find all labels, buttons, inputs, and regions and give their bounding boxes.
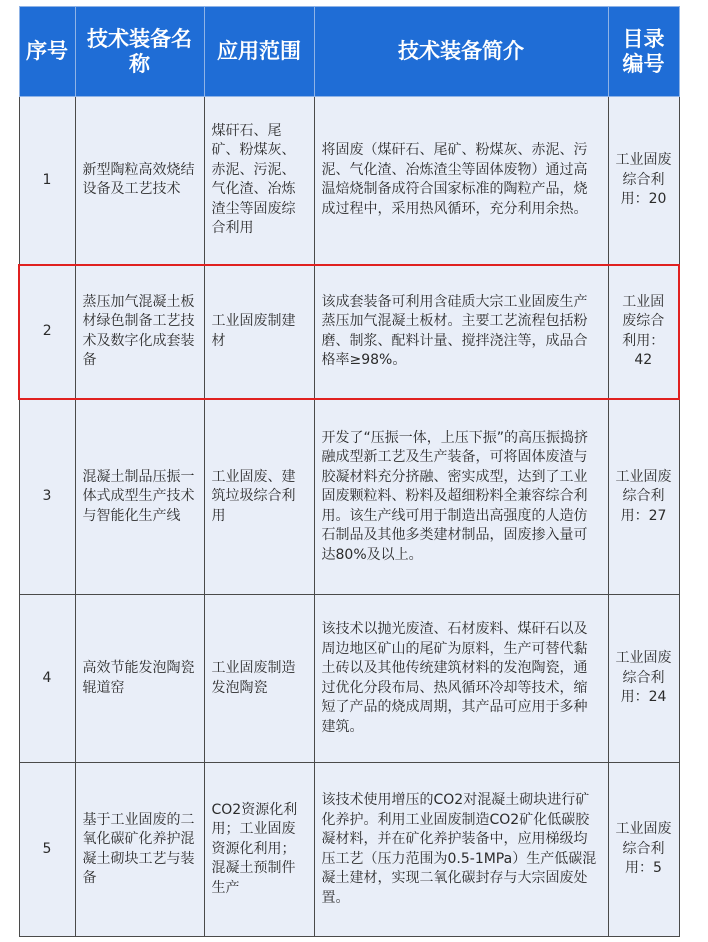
row-number: 1 [19,97,75,265]
equipment-intro: 该技术使用增压的CO2对混凝土砌块进行矿化养护。利用工业固废制造CO2矿化低碳胶凝材料，并在矿化养护装备中，应用梯级均压工艺（压力范围为0.5-1MPa）生产低碳混凝土建材，实现二氧化碳封存与大宗固废处置。 [314,763,608,937]
header-no: 序号 [19,7,75,97]
equipment-name: 蒸压加气混凝土板材绿色制备工艺技术及数字化成套装备 [75,265,204,399]
table-body [19,97,679,937]
equipment-name: 高效节能发泡陶瓷辊道窑 [75,595,204,763]
equipment-name: 基于工业固废的二氧化碳矿化养护混凝土砌块工艺与装备 [75,763,204,937]
table-header [19,7,679,97]
application-scope: 煤矸石、尾矿、粉煤灰、赤泥、污泥、气化渣、冶炼渣尘等固废综合利用 [204,97,314,265]
row-number: 3 [19,399,75,595]
application-scope: CO2资源化利用；工业固废资源化利用；混凝土预制件生产 [204,763,314,937]
application-scope: 工业固废、建筑垃圾综合利用 [204,399,314,595]
row-number: 5 [19,763,75,937]
table-row [19,399,679,595]
header-catalog: 目录编号 [608,7,679,97]
equipment-intro: 该技术以抛光废渣、石材废料、煤矸石以及周边地区矿山的尾矿为原料，生产可替代黏土砖以及其他传统建筑材料的发泡陶瓷，通过优化分段布局、热风循环冷却等技术，缩短了产品的烧成周期，其产品可应用于多种建筑。 [314,595,608,763]
header-intro: 技术装备简介 [314,7,608,97]
equipment-intro: 将固废（煤矸石、尾矿、粉煤灰、赤泥、污泥、气化渣、冶炼渣尘等固体废物）通过高温焙烧制备成符合国家标准的陶粒产品，烧成过程中，采用热风循环，充分利用余热。 [314,97,608,265]
application-scope: 工业固废制建材 [204,265,314,399]
header-row [19,7,679,97]
header-scope: 应用范围 [204,7,314,97]
row-number: 2 [19,265,75,399]
catalog-number: 工业固废综合利用：27 [608,399,679,595]
table-row [19,595,679,763]
table-row [19,763,679,937]
catalog-number: 工业固废综合利用：5 [608,763,679,937]
row-number: 4 [19,595,75,763]
catalog-number: 工业固废综合利用：42 [608,265,679,399]
equipment-intro: 开发了“压振一体，上压下振”的高压振捣挤融成型新工艺及生产装备，可将固体废渣与胶凝材料充分挤融、密实成型，达到了工业固废颗粒料、粉料及超细粉料全兼容综合利用。该生产线可用于制造出高强度的人造仿石制品及其他多类建材制品，固废掺入量可达80%及以上。 [314,399,608,595]
catalog-number: 工业固废综合利用：24 [608,595,679,763]
table-row-highlighted [19,265,679,399]
equipment-name: 混凝土制品压振一体式成型生产技术与智能化生产线 [75,399,204,595]
application-scope: 工业固废制造发泡陶瓷 [204,595,314,763]
technology-catalog-table [18,6,680,937]
table-row [19,97,679,265]
catalog-number: 工业固废综合利用：20 [608,97,679,265]
equipment-intro: 该成套装备可利用含硅质大宗工业固废生产蒸压加气混凝土板材。主要工艺流程包括粉磨、制浆、配料计量、搅拌浇注等，成品合格率≥98%。 [314,265,608,399]
equipment-name: 新型陶粒高效烧结设备及工艺技术 [75,97,204,265]
header-name: 技术装备名称 [75,7,204,97]
